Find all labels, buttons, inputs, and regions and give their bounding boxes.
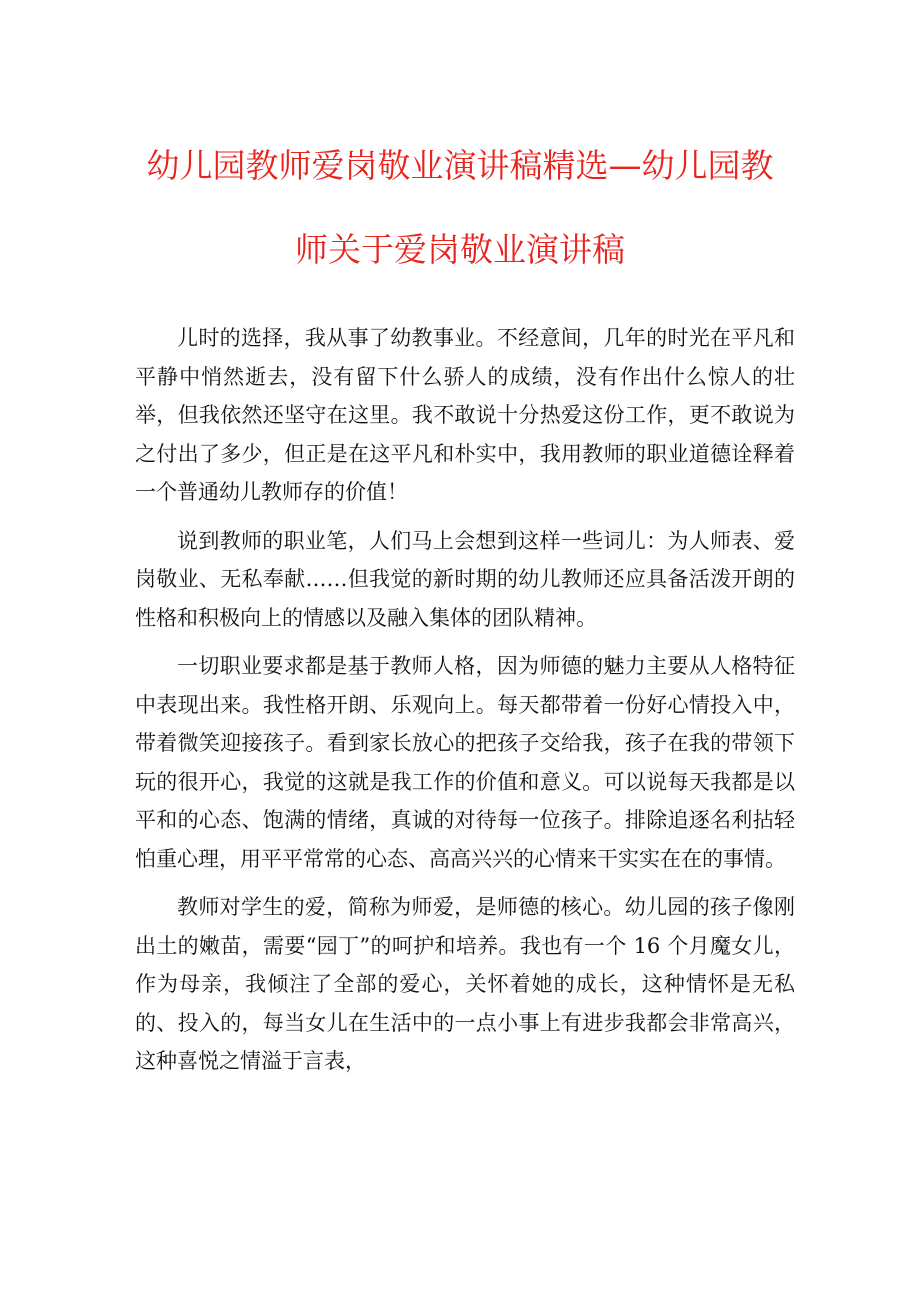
- paragraph-3: 一切职业要求都是基于教师人格，因为师德的魅力主要从人格特征中表现出来。我性格开朗、乐观向上。每天都带着一份好心情投入中，带着微笑迎接孩子。看到家长放心的把孩子交给我，孩子在我的带领下玩的很开心，我觉的这就是我工作的价值和意义。可以说每天我都是以平和的心态、饱满的情绪，真诚的对待每一位孩子。排除追逐名利拈轻怕重心理，用平平常常的心态、高高兴兴的心情来干实实在在的事情。: [135, 654, 795, 871]
- document-body: [135, 319, 795, 1081]
- paragraph-1: 儿时的选择，我从事了幼教事业。不经意间，几年的时光在平凡和平静中悄然逝去，没有留下什么骄人的成绩，没有作出什么惊人的壮举，但我依然还坚守在这里。我不敢说十分热爱这份工作，更不敢说为之付出了多少，但正是在这平凡和朴实中，我用教师的职业道德诠释着一个普通幼儿教师存的价值！: [135, 326, 795, 504]
- document-title-line-1: 幼儿园教师爱岗敬业演讲稿精选—幼儿园教: [146, 146, 774, 185]
- document-title-line-2: 师关于爱岗敬业演讲稿: [295, 230, 625, 269]
- paragraph-2: 说到教师的职业笔，人们马上会想到这样一些词儿：为人师表、爱岗敬业、无私奉献……但我觉的新时期的幼儿教师还应具备活泼开朗的性格和积极向上的情感以及融入集体的团队精神。: [135, 528, 795, 630]
- paragraph-4: 教师对学生的爱，简称为师爱，是师德的核心。幼儿园的孩子像刚出土的嫩苗，需要“园丁”的呵护和培养。我也有一个 16 个月魔女儿，作为母亲，我倾注了全部的爱心，关怀着她的成长，这种情怀是无私的、投入的，每当女儿在生活中的一点小事上有进步我都会非常高兴，这种喜悦之情溢于言表，: [135, 895, 795, 1073]
